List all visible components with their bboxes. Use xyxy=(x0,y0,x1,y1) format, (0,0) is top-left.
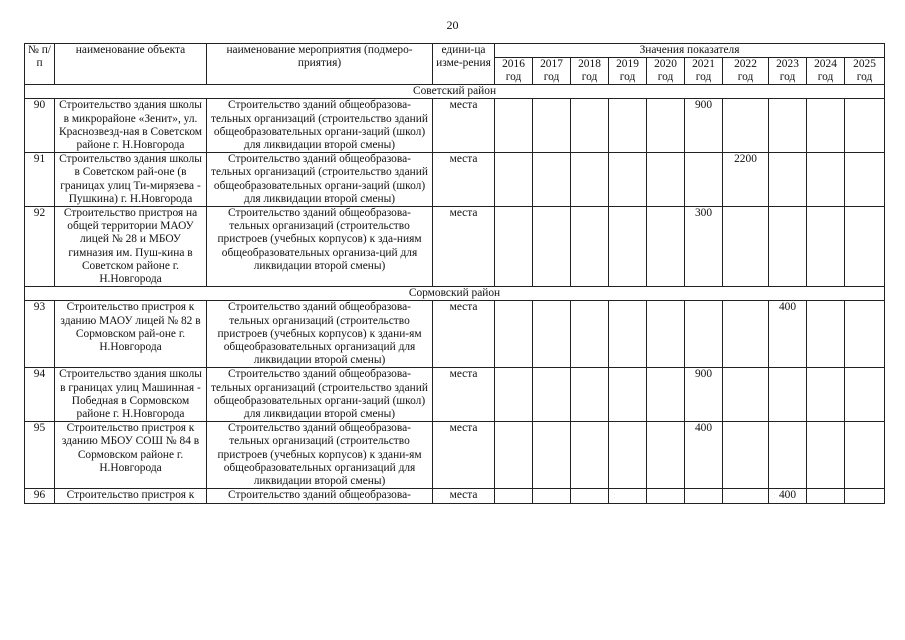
table-row xyxy=(25,207,885,287)
indicator-table xyxy=(24,43,885,504)
header-year: 2018 год xyxy=(571,58,609,85)
header-year: 2024 год xyxy=(807,58,845,85)
value-cell xyxy=(609,99,647,153)
value-cell xyxy=(533,153,571,207)
value-cell xyxy=(723,368,769,422)
header-values: Значения показателя xyxy=(495,44,885,58)
value-cell xyxy=(685,301,723,368)
value-cell xyxy=(647,368,685,422)
header-year: 2020 год xyxy=(647,58,685,85)
value-cell xyxy=(845,301,885,368)
value-cell xyxy=(647,99,685,153)
value-cell xyxy=(769,422,807,489)
value-cell xyxy=(769,153,807,207)
value-cell: 400 xyxy=(769,489,807,503)
value-cell xyxy=(495,301,533,368)
value-cell xyxy=(769,207,807,287)
value-cell xyxy=(723,207,769,287)
object-name: Строительство пристроя на общей территории МАОУ лицей № 28 и МБОУ гимназия им. Пуш-кина в Советском районе г. Н.Новгорода xyxy=(55,207,207,287)
unit-cell: места xyxy=(433,422,495,489)
value-cell xyxy=(533,207,571,287)
header-year: 2019 год xyxy=(609,58,647,85)
value-cell xyxy=(533,99,571,153)
value-cell: 900 xyxy=(685,99,723,153)
value-cell: 2200 xyxy=(723,153,769,207)
district-row xyxy=(25,287,885,301)
value-cell xyxy=(571,207,609,287)
district-name: Советский район xyxy=(25,85,885,99)
header-year: 2016 год xyxy=(495,58,533,85)
value-cell xyxy=(647,207,685,287)
value-cell xyxy=(609,153,647,207)
table-row xyxy=(25,422,885,489)
row-number: 92 xyxy=(25,207,55,287)
value-cell xyxy=(807,489,845,503)
value-cell xyxy=(571,301,609,368)
value-cell xyxy=(723,489,769,503)
unit-cell: места xyxy=(433,368,495,422)
value-cell xyxy=(807,422,845,489)
value-cell xyxy=(495,368,533,422)
value-cell: 400 xyxy=(685,422,723,489)
value-cell xyxy=(807,153,845,207)
value-cell xyxy=(723,99,769,153)
header-year: 2021 год xyxy=(685,58,723,85)
header-num: № п/п xyxy=(25,44,55,85)
value-cell xyxy=(495,422,533,489)
value-cell xyxy=(571,368,609,422)
value-cell xyxy=(723,422,769,489)
unit-cell: места xyxy=(433,99,495,153)
header-year: 2023 год xyxy=(769,58,807,85)
object-name: Строительство пристроя к зданию МБОУ СОШ № 84 в Сормовском районе г. Н.Новгорода xyxy=(55,422,207,489)
activity-name: Строительство зданий общеобразова-тельных организаций (строительство зданий общеобразовательных органи-заций (школ) для ликвидации второй смены) xyxy=(207,99,433,153)
value-cell xyxy=(533,368,571,422)
activity-name: Строительство зданий общеобразова-тельных организаций (строительство зданий общеобразовательных органи-заций (школ) для ликвидации второй смены) xyxy=(207,368,433,422)
district-name: Сормовский район xyxy=(25,287,885,301)
header-object: наименование объекта xyxy=(55,44,207,85)
activity-name: Строительство зданий общеобразова- xyxy=(207,489,433,503)
unit-cell: места xyxy=(433,153,495,207)
row-number: 91 xyxy=(25,153,55,207)
header-year: 2025 год xyxy=(845,58,885,85)
value-cell xyxy=(533,301,571,368)
unit-cell: места xyxy=(433,489,495,503)
value-cell xyxy=(647,489,685,503)
activity-name: Строительство зданий общеобразова-тельных организаций (строительство пристроев (учебных корпусов) к здани-ям общеобразовательных организаций для ликвидации второй смены) xyxy=(207,422,433,489)
value-cell xyxy=(807,301,845,368)
value-cell xyxy=(845,153,885,207)
table-row xyxy=(25,301,885,368)
value-cell: 300 xyxy=(685,207,723,287)
unit-cell: места xyxy=(433,301,495,368)
value-cell xyxy=(647,153,685,207)
value-cell xyxy=(609,489,647,503)
district-row xyxy=(25,85,885,99)
object-name: Строительство здания школы в Советском рай-оне (в границах улиц Ти-мирязева - Пушкина) г. Н.Новгорода xyxy=(55,153,207,207)
value-cell xyxy=(571,422,609,489)
object-name: Строительство здания школы в микрорайоне «Зенит», ул. Краснозвезд-ная в Советском районе г. Н.Новгорода xyxy=(55,99,207,153)
table-row xyxy=(25,99,885,153)
value-cell xyxy=(571,489,609,503)
value-cell xyxy=(845,207,885,287)
value-cell xyxy=(685,489,723,503)
value-cell xyxy=(609,301,647,368)
value-cell xyxy=(769,368,807,422)
table-row xyxy=(25,368,885,422)
row-number: 94 xyxy=(25,368,55,422)
value-cell xyxy=(845,99,885,153)
value-cell xyxy=(495,153,533,207)
header-year: 2022 год xyxy=(723,58,769,85)
object-name: Строительство здания школы в границах улиц Машинная - Победная в Сормовском районе г. Н.Новгорода xyxy=(55,368,207,422)
value-cell xyxy=(807,368,845,422)
row-number: 90 xyxy=(25,99,55,153)
value-cell xyxy=(609,422,647,489)
value-cell xyxy=(533,422,571,489)
header-activity: наименование мероприятия (подмеро-приятия) xyxy=(207,44,433,85)
value-cell xyxy=(807,207,845,287)
unit-cell: места xyxy=(433,207,495,287)
table-row xyxy=(25,489,885,503)
value-cell xyxy=(495,99,533,153)
value-cell xyxy=(571,99,609,153)
value-cell xyxy=(845,422,885,489)
row-number: 93 xyxy=(25,301,55,368)
header-unit: едини-ца изме-рения xyxy=(433,44,495,85)
value-cell: 400 xyxy=(769,301,807,368)
value-cell xyxy=(495,207,533,287)
header-row-1 xyxy=(25,44,885,58)
value-cell xyxy=(807,99,845,153)
value-cell xyxy=(647,422,685,489)
row-number: 96 xyxy=(25,489,55,503)
row-number: 95 xyxy=(25,422,55,489)
activity-name: Строительство зданий общеобразова-тельных организаций (строительство пристроев (учебных корпусов) к зда-ниям общеобразовательных организа-ций для ликвидации второй смены) xyxy=(207,207,433,287)
page-number: 20 xyxy=(446,18,459,32)
value-cell xyxy=(495,489,533,503)
value-cell xyxy=(845,489,885,503)
header-year: 2017 год xyxy=(533,58,571,85)
value-cell xyxy=(533,489,571,503)
value-cell: 900 xyxy=(685,368,723,422)
value-cell xyxy=(609,207,647,287)
value-cell xyxy=(647,301,685,368)
value-cell xyxy=(609,368,647,422)
activity-name: Строительство зданий общеобразова-тельных организаций (строительство зданий общеобразовательных органи-заций (школ) для ликвидации второй смены) xyxy=(207,153,433,207)
table-row xyxy=(25,153,885,207)
value-cell xyxy=(769,99,807,153)
object-name: Строительство пристроя к зданию МАОУ лицей № 82 в Сормовском рай-оне г. Н.Новгорода xyxy=(55,301,207,368)
value-cell xyxy=(685,153,723,207)
value-cell xyxy=(571,153,609,207)
value-cell xyxy=(723,301,769,368)
activity-name: Строительство зданий общеобразова-тельных организаций (строительство пристроев (учебных корпусов) к здани-ям общеобразовательных организаций для ликвидации второй смены) xyxy=(207,301,433,368)
table-body xyxy=(25,85,885,503)
object-name: Строительство пристроя к xyxy=(55,489,207,503)
value-cell xyxy=(845,368,885,422)
